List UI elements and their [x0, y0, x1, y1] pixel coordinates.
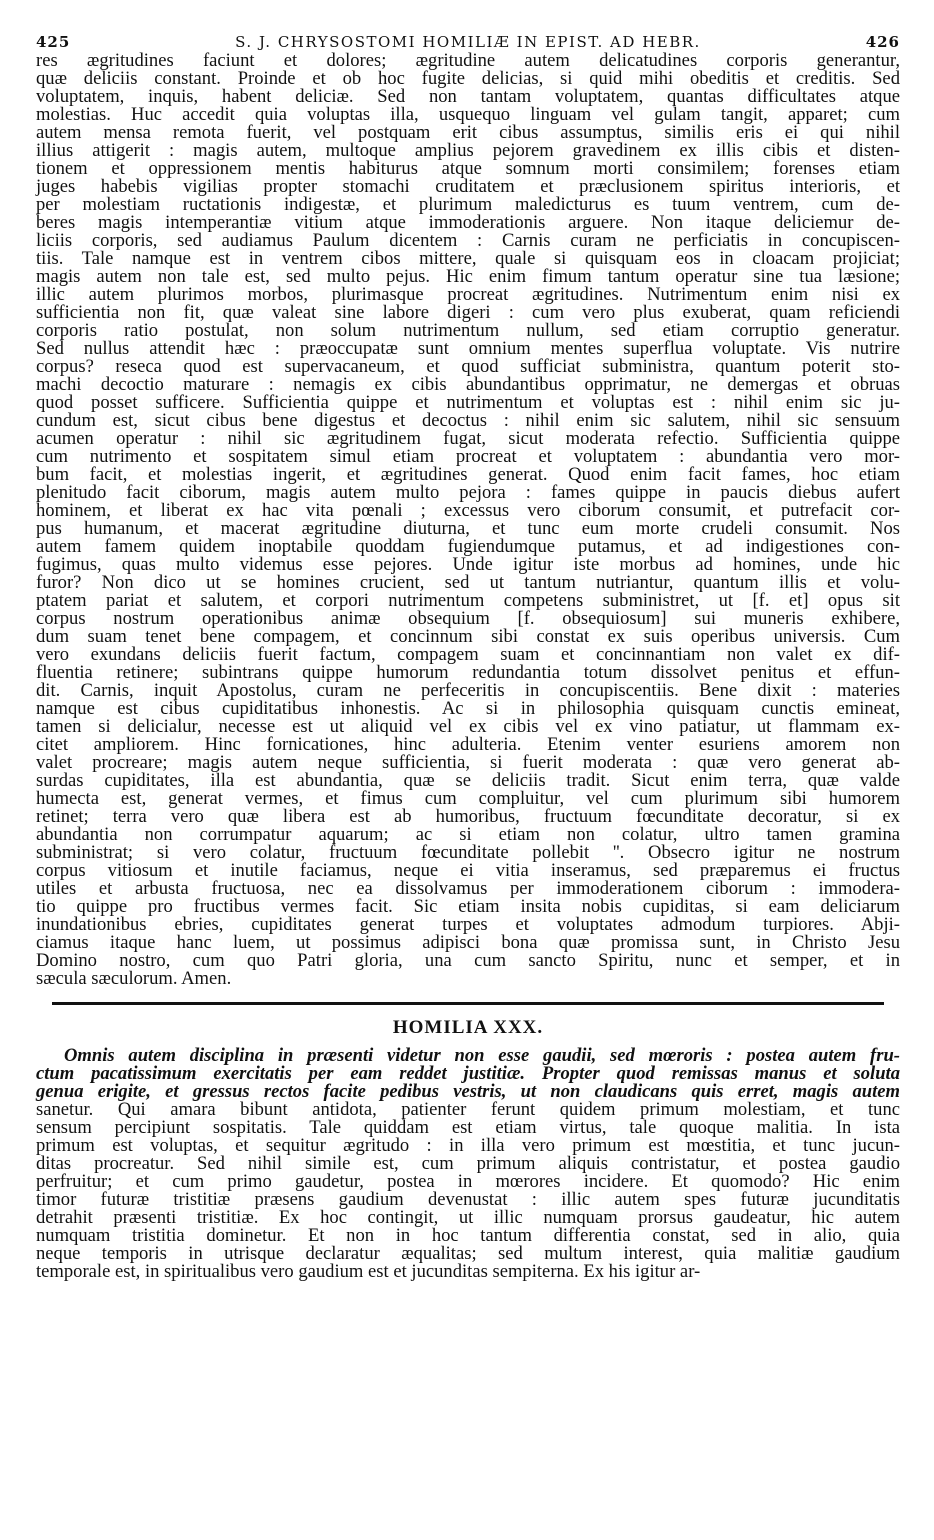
- text-line: plenitudo facit ciborum, magis autem multo pejora : fames quippe in paucis diebus aufert: [36, 482, 900, 503]
- text-line: utiles et arbusta fructuosa, nec ea dissolvamus per immoderationem ciborum : immodera-: [36, 878, 900, 899]
- text-line: juges habebis vigilias propter stomachi cruditatem et præclusionem spiritus interioris, et: [36, 176, 900, 197]
- text-line: per molestiam ructationis indigestæ, et plurimum maledicturus es tuum ventrem, cum de-: [36, 194, 900, 215]
- text-line: machi decoctio maturare : nemagis ex cibis abundantibus opprimatur, ne demergas et obruas: [36, 374, 900, 395]
- text-line: Sed nullus attendit hæc : præoccupatæ sunt omnium mentes superflua voluptate. Vis nutrire: [36, 338, 900, 359]
- homily-xxix-ending-text: [36, 52, 900, 988]
- text-line: namque est cibus cupiditatibus inhonestis. Ac si in philosophia quisquam cunctis emineat,: [36, 698, 900, 719]
- text-line: cum nutrimento et sospitatem simul etiam procreat et voluptatem : abundantia vero mor-: [36, 446, 900, 467]
- text-line: primum est voluptas, et sequitur ægritudo : in illa vero primum est mœstitia, et tunc jucun-: [36, 1135, 900, 1156]
- text-line: sæcula sæculorum. Amen.: [36, 968, 232, 989]
- text-line: dit. Carnis, inquit Apostolus, curam ne perfeceritis in concupiscentiis. Bene dixit : materies: [36, 680, 900, 701]
- right-page-number: 426: [865, 33, 900, 51]
- text-line: corpus vitiosum et inutile faciamus, neque ei vitia inseramus, sed præparemus ei fructus: [36, 860, 900, 881]
- text-line: tiis. Tale namque est in ventrem cibos mittere, quale si quisquam eos in cloacam projiciat;: [36, 248, 900, 269]
- text-line: hominem, et liberat ex hac vita pœnali ; excessus vero ciborum consumit, et putrefacit cor-: [36, 500, 900, 521]
- text-line: tamen si delicialur, necesse est ut aliquid vel ex cibis vel ex vino patiatur, ut flammam ex-: [36, 716, 900, 737]
- left-page-number: 425: [36, 33, 71, 51]
- text-line: cundum est, sicut cibus bene digestus et decoctus : nihil enim sic salutem, nihil sic sensuum: [36, 410, 900, 431]
- text-line: autem mensa remota fuerit, vel postquam erit cibus assumptus, similis eris ei qui nihil: [36, 122, 900, 143]
- text-line: quod posset sufficere. Sufficientia quippe et nutrimentum et voluptas est : nihil enim sic ju-: [36, 392, 900, 413]
- running-head: [36, 32, 900, 52]
- text-line: furor? Non dico ut se homines crucient, sed ut tantum nutriantur, quantum illis et volu-: [36, 572, 900, 593]
- text-line: acumen operatur : nihil sic ægritudinem fugat, sicut moderata refectio. Sufficientia quippe: [36, 428, 900, 449]
- text-line: corpus? reseca quod est supervacaneum, et quod sufficiat subministra, quantum poterit sto-: [36, 356, 900, 377]
- text-line: molestias. Huc accedit quia voluptas illa, usquequo linguam vel gulam tangit, apparet; cum: [36, 104, 900, 125]
- section-divider: [52, 1002, 884, 1005]
- text-line: dum suam tenet bene compagem, et concinnum sibi constat ex suis operibus universis. Cum: [36, 626, 900, 647]
- text-line: retinet; terra vero quæ libera est ab humoribus, fructuum fœcunditate decoratur, si ex: [36, 806, 900, 827]
- text-line: inundationibus ebries, cupiditates generat turpes et voluptates admodum turpiores. Abji-: [36, 914, 900, 935]
- text-line: Omnis autem disciplina in præsenti videtur non esse gaudii, sed mœroris : postea autem fru-: [64, 1045, 900, 1066]
- text-line: voluptatem, inquis, habent deliciæ. Sed non tantam voluptatem, quantas difficultates atque: [36, 86, 900, 107]
- text-line: illius attigerit : magis autem, multoque amplius pejorem gravedinem ex illis cibis et disten-: [36, 140, 900, 161]
- text-line: corporis ratio postulat, non solum nutrimentum nullum, sed etiam corruptio generatur.: [36, 320, 900, 341]
- text-line: perfruitur; et cum primo gaudetur, postea in mœrores incidere. Et quomodo? Hic enim: [36, 1171, 900, 1192]
- text-line: ctum pacatissimum exercitatis per eam reddet justitiæ. Propter quod remissas manus et soluta: [36, 1063, 900, 1084]
- text-line: valet procreare; magis autem neque sufficientia, si fuerit moderata : quæ vero generat ab-: [36, 752, 900, 773]
- text-line: sensum percipiunt sospitatis. Tale quiddam est etiam virtus, tale quoque malitia. In ista: [36, 1117, 900, 1138]
- text-line: detrahit præsenti tristitiæ. Ex hoc contingit, ut illic numquam prorsus gaudeatur, hic autem: [36, 1207, 900, 1228]
- text-line: liciis corporis, sed audiamus Paulum dicentem : Carnis curam ne perficiatis in concupiscen-: [36, 230, 900, 251]
- homily-xxx-text: [36, 1047, 900, 1281]
- text-line: subministrat; si vero colatur, fructuum fœcunditate pollebit ''. Obsecro igitur ne nostrum: [36, 842, 900, 863]
- text-line: vero exundans deliciis fuerit factum, compagem suam et concinnantiam non valet ex dif-: [36, 644, 900, 665]
- text-line: res ægritudines faciunt et dolores; ægritudine autem delicatudines corporis generantur,: [36, 50, 900, 71]
- text-line: fugimus, quas multo videmus esse pejores. Unde igitur iste morbus ad homines, unde hic: [36, 554, 900, 575]
- text-line: corpus nostrum operationibus animæ obsequium [f. obsequiosum] sui muneris exhibere,: [36, 608, 900, 629]
- text-line: beres magis intemperantiæ vitium atque immoderationis arguere. Non itaque deliciemur de-: [36, 212, 900, 233]
- text-line: tionem et oppressionem mentis habiturus atque somnum morti consimilem; forenses etiam: [36, 158, 900, 179]
- text-line: pus humanum, et macerat ægritudine diuturna, et tunc eum morte crudeli consumit. Nos: [36, 518, 900, 539]
- text-line: illic autem plurimos morbos, plurimasque procreat ægritudines. Nutrimentum enim nisi ex: [36, 284, 900, 305]
- text-line: numquam tristitia dominetur. Et non in hoc tantum differentia constat, sed in alio, quia: [36, 1225, 900, 1246]
- text-line: humecta est, generat vermes, et fimus cum compluitur, vel cum plurimum sibi humorem: [36, 788, 900, 809]
- text-line: ptatem pariat et salutem, et corpori nutrimentum competens subministret, ut [f. et] opus sit: [36, 590, 900, 611]
- text-line: ditas procreatur. Sed nihil simile est, cum primum aliquis contristatur, et postea gaudio: [36, 1153, 900, 1174]
- text-line: Domino nostro, cum quo Patri gloria, una cum sancto Spiritu, nunc et semper, et in: [36, 950, 900, 971]
- text-line: sanetur. Qui amara bibunt antidota, patienter ferunt quidem primum molestiam, et tunc: [36, 1099, 900, 1120]
- text-line: ciamus itaque hanc luem, ut possimus adipisci bona quæ promissa sunt, in Christo Jesu: [36, 932, 900, 953]
- homily-title: HOMILIA XXX.: [392, 1017, 544, 1038]
- text-line: timor futuræ tristitiæ præsens gaudium devenustat : illic autem spes futuræ jucunditatis: [36, 1189, 900, 1210]
- text-line: fluentia retinere; subintrans quippe humorum redundantia totum dissolvet penitus et effun-: [36, 662, 900, 683]
- text-line: neque temporis in utrisque declaratur æqualitas; sed multum interest, quia malitiæ gaudium: [36, 1243, 900, 1264]
- text-line: citet ampliorem. Hinc fornicationes, hinc adulteria. Etenim venter esuriens amorem non: [36, 734, 900, 755]
- text-line: autem famem quidem inoptabile quoddam fugiendumque putamus, et ad indigestiones con-: [36, 536, 900, 557]
- text-line: temporale est, in spiritualibus vero gaudium est et jucunditas sempiterna. Ex his igitur ar-: [36, 1261, 701, 1282]
- text-line: quæ deliciis constant. Proinde et ob hoc fugite delicias, si quid mihi obeditis et creditis. Sed: [36, 68, 900, 89]
- running-title: S. J. CHRYSOSTOMI HOMILIÆ IN EPIST. AD HEBR.: [235, 33, 701, 51]
- text-line: surdas cupiditates, illa est abundantia, quæ se deliciis tradit. Sicut enim terra, quæ valde: [36, 770, 900, 791]
- text-line: tio quippe pro fructibus vermes facit. Sic etiam insita nobis cupiditas, si eam deliciarum: [36, 896, 900, 917]
- text-line: bum facit, et molestias ingerit, et ægritudines generat. Quod enim facit fames, hoc etiam: [36, 464, 900, 485]
- text-line: genua erigite, et gressus rectos facite pedibus vestris, ut non claudicans quis erret, magis autem: [36, 1081, 900, 1102]
- text-line: magis autem non tale est, sed multo pejus. Hic enim fimum tantum operatur sine tua læsione;: [36, 266, 900, 287]
- text-line: sufficientia non fit, quæ valeat sine labore digeri : cum vero plus exuberat, quam reficiendi: [36, 302, 900, 323]
- text-line: abundantia non corrumpatur aquarum; ac si etiam non colatur, ultro tamen gramina: [36, 824, 900, 845]
